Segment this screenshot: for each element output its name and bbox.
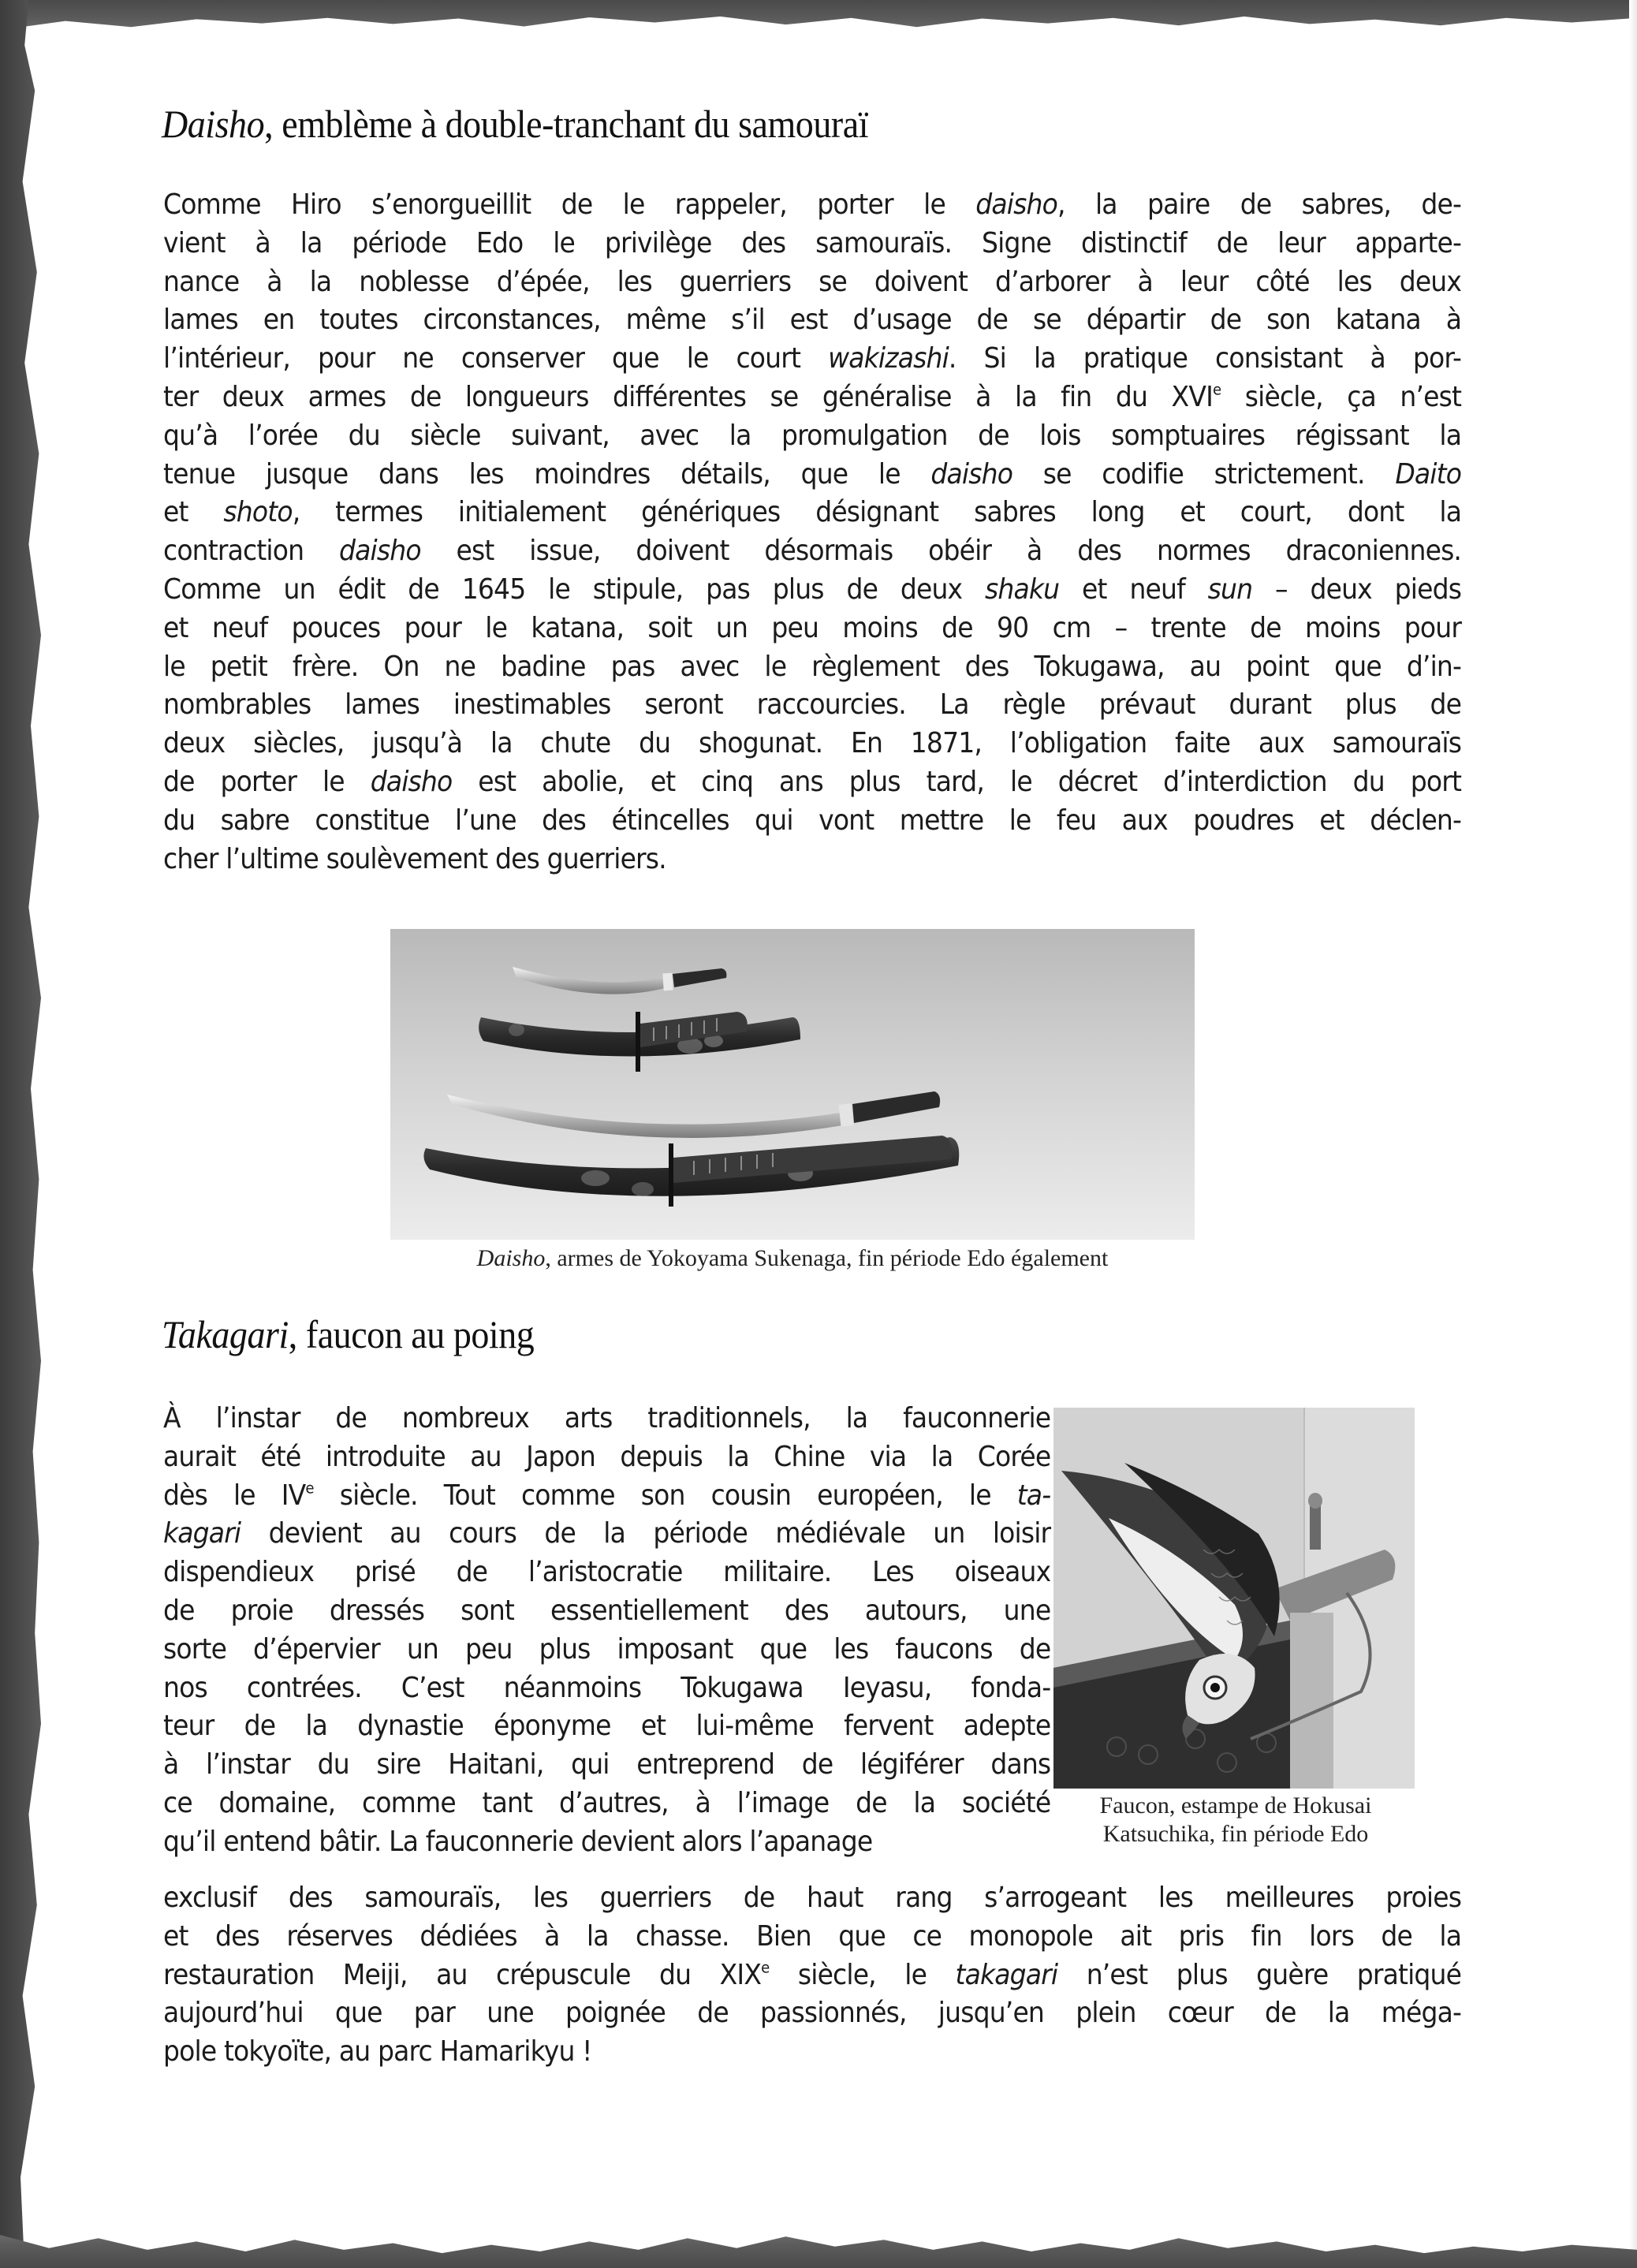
- text-line: tenue jusque dans les moindres détails, que le daisho se codifie strictement. Daito: [163, 457, 1462, 491]
- heading-italic-term: Takagari: [162, 1312, 289, 1356]
- text-line: qu’il entend bâtir. La fauconnerie devient alors l’apanage: [163, 1825, 873, 1858]
- figure-caption-daisho: [390, 1245, 1195, 1272]
- text-line: et neuf pouces pour le katana, soit un peu moins de 90 cm – trente de moins pour: [163, 611, 1462, 644]
- grunge-border-bottom: [0, 2235, 1637, 2268]
- text-line: sorte d’épervier un peu plus imposant que les faucons de: [163, 1632, 1051, 1666]
- text-line: deux siècles, jusqu’à la chute du shogunat. En 1871, l’obligation faite aux samouraïs: [163, 727, 1462, 760]
- section-heading-takagari: [162, 1311, 534, 1357]
- text-line: et des réserves dédiées à la chasse. Bien que ce monopole ait pris fin lors de la: [163, 1919, 1462, 1953]
- text-line: exclusif des samouraïs, les guerriers de haut rang s’arrogeant les meilleures proies: [163, 1882, 1462, 1914]
- falcon-image: [1053, 1408, 1415, 1789]
- text-line: vient à la période Edo le privilège des samouraïs. Signe distinctif de leur apparte-: [163, 226, 1462, 259]
- text-line: lames en toutes circonstances, même s’il est d’usage de se départir de son katana à: [163, 304, 1462, 337]
- text-line: ter deux armes de longueurs différentes se généralise à la fin du XVIe siècle, ça n’est: [163, 380, 1462, 413]
- figure-falcon-print: [1053, 1408, 1415, 1789]
- text-line: teur de la dynastie éponyme et lui-même fervent adepte: [163, 1710, 1051, 1743]
- text-line: du sabre constitue l’une des étincelles qui vont mettre le feu aux poudres et déclen-: [163, 804, 1462, 837]
- text-line: aujourd’hui que par une poignée de passionnés, jusqu’en plein cœur de la méga-: [163, 1997, 1462, 2030]
- heading-text: , faucon au poing: [288, 1312, 535, 1356]
- text-line: contraction daisho est issue, doivent désormais obéir à des normes draconiennes.: [163, 535, 1462, 568]
- text-line: À l’instar de nombreux arts traditionnels, la fauconnerie: [163, 1402, 1051, 1434]
- swords-image: [390, 929, 1195, 1240]
- paragraph-takagari-continued: [163, 1879, 1461, 2072]
- text-line: ce domaine, comme tant d’autres, à l’image de la société: [163, 1786, 1051, 1819]
- text-line: de proie dressés sont essentiellement des autours, une: [163, 1594, 1051, 1627]
- grunge-border-top: [0, 0, 1637, 30]
- heading-italic-term: Daisho: [162, 102, 265, 146]
- text-line: dès le IVe siècle. Tout comme son cousin européen, le ta-: [163, 1478, 1051, 1512]
- heading-text: , emblème à double-tranchant du samouraï: [264, 102, 869, 146]
- text-line: nance à la noblesse d’épée, les guerriers se doivent d’arborer à leur côté les deux: [163, 265, 1462, 298]
- text-line: pole tokyoïte, au parc Hamarikyu !: [163, 2035, 592, 2068]
- figure-caption-falcon: [1050, 1792, 1421, 1848]
- text-line: à l’instar du sire Haitani, qui entreprend de légiférer dans: [163, 1748, 1051, 1781]
- text-line: et shoto, termes initialement génériques désignant sabres long et court, dont la: [163, 496, 1462, 529]
- caption-text: , armes de Yokoyama Sukenaga, fin période Edo également: [545, 1245, 1109, 1271]
- text-line: aurait été introduite au Japon depuis la Chine via la Corée: [163, 1440, 1051, 1473]
- figure-daisho-swords: [390, 929, 1195, 1240]
- text-line: de porter le daisho est abolie, et cinq ans plus tard, le décret d’interdiction du port: [163, 765, 1462, 798]
- grunge-border-left: [0, 0, 41, 2268]
- caption-italic-term: Daisho: [476, 1245, 546, 1271]
- text-line: Comme un édit de 1645 le stipule, pas plus de deux shaku et neuf sun – deux pieds: [163, 573, 1462, 606]
- text-line: restauration Meiji, au crépuscule du XIXe siècle, le takagari n’est plus guère pratiqué: [163, 1957, 1462, 1991]
- text-line: kagari devient au cours de la période médiévale un loisir: [163, 1517, 1051, 1550]
- text-line: le petit frère. On ne badine pas avec le règlement des Tokugawa, au point que d’in-: [163, 650, 1462, 683]
- page-edge-right: [1629, 0, 1637, 2268]
- caption-line: Katsuchika, fin période Edo: [1102, 1821, 1369, 1847]
- paragraph-daisho: [163, 186, 1461, 878]
- text-line: nombrables lames inestimables seront raccourcies. La règle prévaut durant plus de: [163, 688, 1462, 722]
- text-line: nos contrées. C’est néanmoins Tokugawa Ieyasu, fonda-: [163, 1671, 1051, 1704]
- text-line: l’intérieur, pour ne conserver que le court wakizashi. Si la pratique consistant à por-: [163, 342, 1462, 375]
- paragraph-takagari-wrapped: [163, 1400, 1050, 1862]
- text-line: qu’à l’orée du siècle suivant, avec la promulgation de lois somptuaires régissant la: [163, 419, 1462, 452]
- section-heading-daisho: [162, 101, 868, 147]
- text-line: dispendieux prisé de l’aristocratie militaire. Les oiseaux: [163, 1556, 1051, 1589]
- text-line: cher l’ultime soulèvement des guerriers.: [163, 842, 666, 875]
- text-line: Comme Hiro s’enorgueillit de le rappeler, porter le daisho, la paire de sabres, de-: [163, 188, 1462, 221]
- caption-line: Faucon, estampe de Hokusai: [1099, 1792, 1372, 1819]
